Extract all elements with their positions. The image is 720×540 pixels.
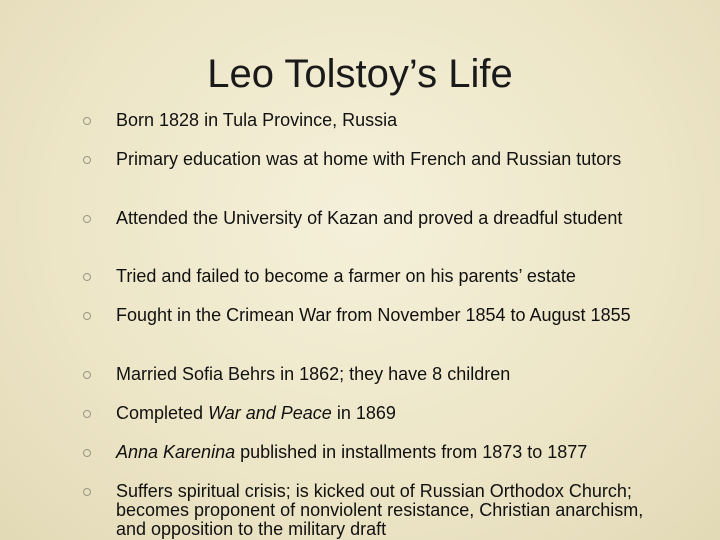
bullet-text-post: published in installments from 1873 to 1877 (235, 442, 588, 462)
slide-title: Leo Tolstoy’s Life (207, 52, 513, 96)
bullet-item (116, 267, 656, 286)
book-title: War and Peace (208, 403, 332, 423)
bullet-text: Attended the University of Kazan and proved a dreadful student (116, 208, 623, 228)
bullet-marker-icon (83, 117, 91, 125)
bullet-item (116, 306, 656, 325)
bullet-text: Fought in the Crimean War from November 1854 to August 1855 (116, 305, 631, 325)
bullet-text: Married Sofia Behrs in 1862; they have 8 children (116, 364, 511, 384)
bullet-item (116, 209, 656, 228)
bullet-marker-icon (83, 449, 91, 457)
bullet-text: Tried and failed to become a farmer on his parents’ estate (116, 266, 576, 286)
bullet-marker-icon (83, 156, 91, 164)
bullet-item (116, 482, 656, 539)
bullet-text: Born 1828 in Tula Province, Russia (116, 110, 398, 130)
bullet-text: Suffers spiritual crisis; is kicked out of Russian Orthodox Church; becomes proponent of nonviolent resistance, Christian anarchism, and opposition to the military draft (116, 481, 644, 539)
bullet-marker-icon (83, 215, 91, 223)
bullet-marker-icon (83, 371, 91, 379)
bullet-text-pre: Completed (116, 403, 209, 423)
bullet-marker-icon (83, 488, 91, 496)
bullet-text: Primary education was at home with French and Russian tutors (116, 149, 622, 169)
bullet-item (116, 150, 656, 169)
bullet-text-post: in 1869 (331, 403, 396, 423)
bullet-item (116, 365, 656, 384)
book-title: Anna Karenina (116, 442, 236, 462)
bullet-item (116, 111, 656, 130)
bullet-item (116, 443, 656, 462)
bullet-item (116, 404, 656, 423)
bullet-marker-icon (83, 312, 91, 320)
bullet-marker-icon (83, 273, 91, 281)
bullet-marker-icon (83, 410, 91, 418)
